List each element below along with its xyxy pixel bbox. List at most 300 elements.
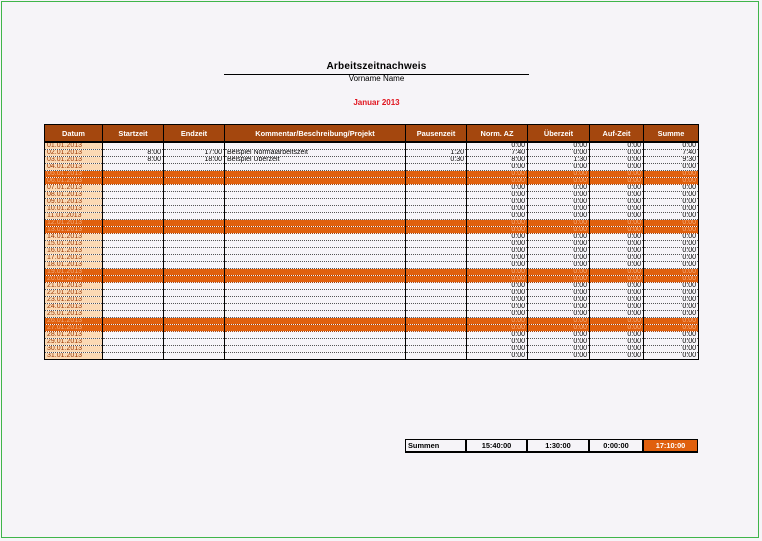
startzeit-cell[interactable] [103,142,164,150]
pausenzeit-cell[interactable] [406,269,467,276]
ueberzeit-cell[interactable]: 0:00 [528,142,590,150]
startzeit-cell[interactable]: 8:00 [103,150,164,157]
pausenzeit-cell[interactable] [406,325,467,332]
ueberzeit-cell[interactable]: 0:00 [528,353,590,360]
startzeit-cell[interactable] [103,220,164,227]
norm-az-cell[interactable]: 0:00 [467,262,528,269]
auf-zeit-cell[interactable]: 0:00 [590,325,644,332]
endzeit-cell[interactable] [164,318,225,325]
norm-az-cell[interactable]: 0:00 [467,248,528,255]
auf-zeit-cell[interactable]: 0:00 [590,269,644,276]
date-cell[interactable]: 28.01.2013 [45,332,103,339]
endzeit-cell[interactable] [164,290,225,297]
summe-cell[interactable]: 0:00 [644,220,699,227]
startzeit-cell[interactable] [103,241,164,248]
summe-cell[interactable]: 0:00 [644,290,699,297]
date-cell[interactable]: 20.01.2013 [45,276,103,283]
norm-az-cell[interactable]: 8:00 [467,157,528,164]
comment-cell[interactable] [225,318,406,325]
table-row [45,290,699,297]
summe-cell[interactable]: 0:00 [644,255,699,262]
norm-az-cell[interactable]: 0:00 [467,142,528,150]
date-cell[interactable]: 16.01.2013 [45,248,103,255]
pausenzeit-cell[interactable] [406,199,467,206]
date-cell[interactable]: 18.01.2013 [45,262,103,269]
date-cell[interactable]: 05.01.2013 [45,171,103,178]
summe-cell[interactable]: 0:00 [644,311,699,318]
ueberzeit-cell[interactable]: 0:00 [528,178,590,185]
date-cell[interactable]: 06.01.2013 [45,178,103,185]
endzeit-cell[interactable] [164,311,225,318]
auf-zeit-cell[interactable]: 0:00 [590,262,644,269]
ueberzeit-cell[interactable]: 0:00 [528,164,590,171]
ueberzeit-cell[interactable]: 0:00 [528,227,590,234]
pausenzeit-cell[interactable] [406,241,467,248]
auf-zeit-cell[interactable]: 0:00 [590,199,644,206]
auf-zeit-cell[interactable]: 0:00 [590,227,644,234]
col-header-kommentar[interactable]: Kommentar/Beschreibung/Projekt [225,125,406,143]
date-cell[interactable]: 24.01.2013 [45,304,103,311]
auf-zeit-cell[interactable]: 0:00 [590,304,644,311]
norm-az-cell[interactable]: 0:00 [467,269,528,276]
endzeit-cell[interactable] [164,248,225,255]
ueberzeit-cell[interactable]: 0:00 [528,199,590,206]
col-header-ueberzeit[interactable]: Überzeit [528,125,590,143]
norm-az-cell[interactable]: 0:00 [467,220,528,227]
auf-zeit-cell[interactable]: 0:00 [590,164,644,171]
norm-az-cell[interactable]: 0:00 [467,297,528,304]
norm-az-cell[interactable]: 0:00 [467,276,528,283]
ueberzeit-cell[interactable]: 0:00 [528,171,590,178]
startzeit-cell[interactable] [103,255,164,262]
pausenzeit-cell[interactable]: 1:20 [406,150,467,157]
pausenzeit-cell[interactable] [406,227,467,234]
startzeit-cell[interactable] [103,283,164,290]
summe-cell[interactable]: 0:00 [644,325,699,332]
startzeit-cell[interactable] [103,248,164,255]
norm-az-cell[interactable]: 0:00 [467,325,528,332]
summe-cell[interactable]: 9:30 [644,157,699,164]
pausenzeit-cell[interactable] [406,332,467,339]
norm-az-cell[interactable]: 0:00 [467,171,528,178]
pausenzeit-cell[interactable] [406,142,467,150]
endzeit-cell[interactable] [164,185,225,192]
summe-cell[interactable]: 0:00 [644,171,699,178]
pausenzeit-cell[interactable] [406,164,467,171]
norm-az-cell[interactable]: 0:00 [467,185,528,192]
auf-zeit-cell[interactable]: 0:00 [590,283,644,290]
ueberzeit-cell[interactable]: 0:00 [528,192,590,199]
endzeit-cell[interactable] [164,346,225,353]
table-row [45,192,699,199]
endzeit-cell[interactable] [164,142,225,150]
summe-cell[interactable]: 0:00 [644,276,699,283]
endzeit-cell[interactable] [164,227,225,234]
summe-cell[interactable]: 0:00 [644,318,699,325]
norm-az-cell[interactable]: 0:00 [467,290,528,297]
endzeit-cell[interactable]: 18:00 [164,157,225,164]
startzeit-cell[interactable] [103,325,164,332]
pausenzeit-cell[interactable] [406,185,467,192]
ueberzeit-cell[interactable]: 0:00 [528,213,590,220]
ueberzeit-cell[interactable]: 0:00 [528,297,590,304]
ueberzeit-cell[interactable]: 0:00 [528,339,590,346]
ueberzeit-cell[interactable]: 0:00 [528,276,590,283]
summe-cell[interactable]: 0:00 [644,283,699,290]
endzeit-cell[interactable] [164,220,225,227]
auf-zeit-cell[interactable]: 0:00 [590,248,644,255]
summe-cell[interactable]: 0:00 [644,297,699,304]
summe-cell[interactable]: 0:00 [644,332,699,339]
pausenzeit-cell[interactable] [406,255,467,262]
startzeit-cell[interactable] [103,171,164,178]
norm-az-cell[interactable]: 0:00 [467,346,528,353]
pausenzeit-cell[interactable]: 0:30 [406,157,467,164]
norm-az-cell[interactable]: 0:00 [467,311,528,318]
table-row [45,157,699,164]
summe-cell[interactable]: 0:00 [644,178,699,185]
comment-cell[interactable] [225,353,406,360]
endzeit-cell[interactable] [164,283,225,290]
auf-zeit-cell[interactable]: 0:00 [590,276,644,283]
endzeit-cell[interactable] [164,192,225,199]
startzeit-cell[interactable] [103,346,164,353]
date-cell[interactable]: 09.01.2013 [45,199,103,206]
comment-cell[interactable] [225,178,406,185]
table-row [45,262,699,269]
comment-cell[interactable] [225,255,406,262]
pausenzeit-cell[interactable] [406,220,467,227]
comment-cell[interactable] [225,241,406,248]
startzeit-cell[interactable] [103,213,164,220]
auf-zeit-cell[interactable]: 0:00 [590,178,644,185]
norm-az-cell[interactable]: 0:00 [467,206,528,213]
pausenzeit-cell[interactable] [406,248,467,255]
comment-cell[interactable] [225,325,406,332]
endzeit-cell[interactable] [164,297,225,304]
col-header-datum[interactable]: Datum [45,125,103,143]
summe-cell[interactable]: 0:00 [644,304,699,311]
norm-az-cell[interactable]: 0:00 [467,192,528,199]
ueberzeit-cell[interactable]: 0:00 [528,332,590,339]
date-cell[interactable]: 10.01.2013 [45,206,103,213]
endzeit-cell[interactable] [164,325,225,332]
date-cell[interactable]: 07.01.2013 [45,185,103,192]
comment-cell[interactable] [225,311,406,318]
table-row [45,353,699,360]
ueberzeit-cell[interactable]: 0:00 [528,206,590,213]
startzeit-cell[interactable] [103,339,164,346]
endzeit-cell[interactable] [164,353,225,360]
table-row [45,339,699,346]
comment-cell[interactable] [225,276,406,283]
endzeit-cell[interactable] [164,164,225,171]
date-cell[interactable]: 02.01.2013 [45,150,103,157]
date-cell[interactable]: 29.01.2013 [45,339,103,346]
table-row [45,199,699,206]
norm-az-cell[interactable]: 0:00 [467,255,528,262]
date-cell[interactable]: 27.01.2013 [45,325,103,332]
endzeit-cell[interactable] [164,269,225,276]
auf-zeit-cell[interactable]: 0:00 [590,353,644,360]
ueberzeit-cell[interactable]: 0:00 [528,290,590,297]
pausenzeit-cell[interactable] [406,276,467,283]
comment-cell[interactable] [225,339,406,346]
ueberzeit-cell[interactable]: 0:00 [528,241,590,248]
auf-zeit-cell[interactable]: 0:00 [590,332,644,339]
startzeit-cell[interactable] [103,332,164,339]
auf-zeit-cell[interactable]: 0:00 [590,142,644,150]
auf-zeit-cell[interactable]: 0:00 [590,213,644,220]
comment-cell[interactable] [225,142,406,150]
date-cell[interactable]: 17.01.2013 [45,255,103,262]
pausenzeit-cell[interactable] [406,234,467,241]
comment-cell[interactable] [225,171,406,178]
startzeit-cell[interactable] [103,234,164,241]
pausenzeit-cell[interactable] [406,192,467,199]
summe-cell[interactable]: 0:00 [644,199,699,206]
ueberzeit-cell[interactable]: 0:00 [528,150,590,157]
comment-cell[interactable] [225,346,406,353]
comment-cell[interactable] [225,220,406,227]
auf-zeit-cell[interactable]: 0:00 [590,220,644,227]
norm-az-cell[interactable]: 0:00 [467,283,528,290]
ueberzeit-cell[interactable]: 0:00 [528,234,590,241]
date-cell[interactable]: 15.01.2013 [45,241,103,248]
ueberzeit-cell[interactable]: 0:00 [528,346,590,353]
summe-cell[interactable]: 0:00 [644,346,699,353]
comment-cell[interactable] [225,164,406,171]
col-header-norm-az[interactable]: Norm. AZ [467,125,528,143]
summe-cell[interactable]: 0:00 [644,206,699,213]
date-cell[interactable]: 19.01.2013 [45,269,103,276]
summe-cell[interactable]: 0:00 [644,241,699,248]
endzeit-cell[interactable] [164,178,225,185]
date-cell[interactable]: 14.01.2013 [45,234,103,241]
startzeit-cell[interactable] [103,185,164,192]
pausenzeit-cell[interactable] [406,318,467,325]
startzeit-cell[interactable] [103,192,164,199]
pausenzeit-cell[interactable] [406,346,467,353]
norm-az-cell[interactable]: 7:40 [467,150,528,157]
ueberzeit-cell[interactable]: 1:30 [528,157,590,164]
pausenzeit-cell[interactable] [406,297,467,304]
summary-auf-zeit: 0:00:00 [589,439,643,453]
startzeit-cell[interactable] [103,353,164,360]
endzeit-cell[interactable] [164,206,225,213]
date-cell[interactable]: 03.01.2013 [45,157,103,164]
col-header-endzeit[interactable]: Endzeit [164,125,225,143]
table-row [45,311,699,318]
date-cell[interactable]: 13.01.2013 [45,227,103,234]
col-header-summe[interactable]: Summe [644,125,699,143]
date-cell[interactable]: 26.01.2013 [45,318,103,325]
startzeit-cell[interactable] [103,164,164,171]
ueberzeit-cell[interactable]: 0:00 [528,185,590,192]
startzeit-cell[interactable] [103,199,164,206]
startzeit-cell[interactable] [103,304,164,311]
ueberzeit-cell[interactable]: 0:00 [528,311,590,318]
auf-zeit-cell[interactable]: 0:00 [590,241,644,248]
endzeit-cell[interactable] [164,213,225,220]
norm-az-cell[interactable]: 0:00 [467,332,528,339]
endzeit-cell[interactable]: 17:00 [164,150,225,157]
endzeit-cell[interactable] [164,241,225,248]
comment-cell[interactable] [225,248,406,255]
comment-cell[interactable] [225,199,406,206]
auf-zeit-cell[interactable]: 0:00 [590,192,644,199]
comment-cell[interactable] [225,332,406,339]
startzeit-cell[interactable] [103,318,164,325]
comment-cell[interactable] [225,227,406,234]
pausenzeit-cell[interactable] [406,171,467,178]
endzeit-cell[interactable] [164,262,225,269]
summe-cell[interactable]: 0:00 [644,213,699,220]
document-title: Arbeitszeitnachweis [224,60,529,75]
ueberzeit-cell[interactable]: 0:00 [528,304,590,311]
date-cell[interactable]: 31.01.2013 [45,353,103,360]
pausenzeit-cell[interactable] [406,290,467,297]
date-cell[interactable]: 22.01.2013 [45,290,103,297]
comment-cell[interactable] [225,283,406,290]
col-header-auf-zeit[interactable]: Auf-Zeit [590,125,644,143]
auf-zeit-cell[interactable]: 0:00 [590,318,644,325]
summe-cell[interactable]: 0:00 [644,192,699,199]
date-cell[interactable]: 25.01.2013 [45,311,103,318]
norm-az-cell[interactable]: 0:00 [467,178,528,185]
pausenzeit-cell[interactable] [406,262,467,269]
comment-cell[interactable] [225,297,406,304]
comment-cell[interactable] [225,304,406,311]
startzeit-cell[interactable] [103,276,164,283]
col-header-pausenzeit[interactable]: Pausenzeit [406,125,467,143]
date-cell[interactable]: 23.01.2013 [45,297,103,304]
startzeit-cell[interactable]: 8:00 [103,157,164,164]
startzeit-cell[interactable] [103,311,164,318]
norm-az-cell[interactable]: 0:00 [467,164,528,171]
ueberzeit-cell[interactable]: 0:00 [528,325,590,332]
auf-zeit-cell[interactable]: 0:00 [590,185,644,192]
norm-az-cell[interactable]: 0:00 [467,241,528,248]
ueberzeit-cell[interactable]: 0:00 [528,255,590,262]
pausenzeit-cell[interactable] [406,311,467,318]
date-cell[interactable]: 12.01.2013 [45,220,103,227]
date-cell[interactable]: 04.01.2013 [45,164,103,171]
endzeit-cell[interactable] [164,332,225,339]
startzeit-cell[interactable] [103,262,164,269]
endzeit-cell[interactable] [164,339,225,346]
summe-cell[interactable]: 0:00 [644,248,699,255]
date-cell[interactable]: 01.01.2013 [45,142,103,150]
auf-zeit-cell[interactable]: 0:00 [590,206,644,213]
pausenzeit-cell[interactable] [406,283,467,290]
auf-zeit-cell[interactable]: 0:00 [590,311,644,318]
ueberzeit-cell[interactable]: 0:00 [528,269,590,276]
endzeit-cell[interactable] [164,234,225,241]
comment-cell[interactable] [225,269,406,276]
summe-cell[interactable]: 0:00 [644,227,699,234]
summe-cell[interactable]: 0:00 [644,339,699,346]
endzeit-cell[interactable] [164,255,225,262]
comment-cell[interactable] [225,290,406,297]
summe-cell[interactable]: 0:00 [644,234,699,241]
summe-cell[interactable]: 0:00 [644,142,699,150]
comment-cell[interactable] [225,206,406,213]
startzeit-cell[interactable] [103,227,164,234]
endzeit-cell[interactable] [164,199,225,206]
startzeit-cell[interactable] [103,206,164,213]
summe-cell[interactable]: 0:00 [644,269,699,276]
startzeit-cell[interactable] [103,178,164,185]
summe-cell[interactable]: 7:40 [644,150,699,157]
norm-az-cell[interactable]: 0:00 [467,318,528,325]
auf-zeit-cell[interactable]: 0:00 [590,150,644,157]
auf-zeit-cell[interactable]: 0:00 [590,171,644,178]
pausenzeit-cell[interactable] [406,213,467,220]
endzeit-cell[interactable] [164,276,225,283]
auf-zeit-cell[interactable]: 0:00 [590,255,644,262]
endzeit-cell[interactable] [164,304,225,311]
comment-cell[interactable]: Beispiel Normalarbeitszeit [225,150,406,157]
ueberzeit-cell[interactable]: 0:00 [528,262,590,269]
pausenzeit-cell[interactable] [406,304,467,311]
startzeit-cell[interactable] [103,269,164,276]
norm-az-cell[interactable]: 0:00 [467,227,528,234]
norm-az-cell[interactable]: 0:00 [467,234,528,241]
pausenzeit-cell[interactable] [406,178,467,185]
summe-cell[interactable]: 0:00 [644,185,699,192]
auf-zeit-cell[interactable]: 0:00 [590,297,644,304]
date-cell[interactable]: 30.01.2013 [45,346,103,353]
summe-cell[interactable]: 0:00 [644,164,699,171]
ueberzeit-cell[interactable]: 0:00 [528,248,590,255]
norm-az-cell[interactable]: 0:00 [467,353,528,360]
col-header-startzeit[interactable]: Startzeit [103,125,164,143]
auf-zeit-cell[interactable]: 0:00 [590,234,644,241]
auf-zeit-cell[interactable]: 0:00 [590,346,644,353]
comment-cell[interactable] [225,262,406,269]
norm-az-cell[interactable]: 0:00 [467,304,528,311]
pausenzeit-cell[interactable] [406,353,467,360]
comment-cell[interactable] [225,213,406,220]
date-cell[interactable]: 08.01.2013 [45,192,103,199]
pausenzeit-cell[interactable] [406,339,467,346]
auf-zeit-cell[interactable]: 0:00 [590,157,644,164]
comment-cell[interactable] [225,192,406,199]
date-cell[interactable]: 21.01.2013 [45,283,103,290]
ueberzeit-cell[interactable]: 0:00 [528,283,590,290]
endzeit-cell[interactable] [164,171,225,178]
auf-zeit-cell[interactable]: 0:00 [590,339,644,346]
comment-cell[interactable] [225,234,406,241]
auf-zeit-cell[interactable]: 0:00 [590,290,644,297]
startzeit-cell[interactable] [103,297,164,304]
startzeit-cell[interactable] [103,290,164,297]
pausenzeit-cell[interactable] [406,206,467,213]
ueberzeit-cell[interactable]: 0:00 [528,318,590,325]
table-header-row [45,125,699,143]
summe-cell[interactable]: 0:00 [644,353,699,360]
date-cell[interactable]: 11.01.2013 [45,213,103,220]
norm-az-cell[interactable]: 0:00 [467,339,528,346]
norm-az-cell[interactable]: 0:00 [467,213,528,220]
comment-cell[interactable] [225,185,406,192]
ueberzeit-cell[interactable]: 0:00 [528,220,590,227]
comment-cell[interactable]: Beispiel Überzeit [225,157,406,164]
table-row [45,318,699,325]
summe-cell[interactable]: 0:00 [644,262,699,269]
norm-az-cell[interactable]: 0:00 [467,199,528,206]
